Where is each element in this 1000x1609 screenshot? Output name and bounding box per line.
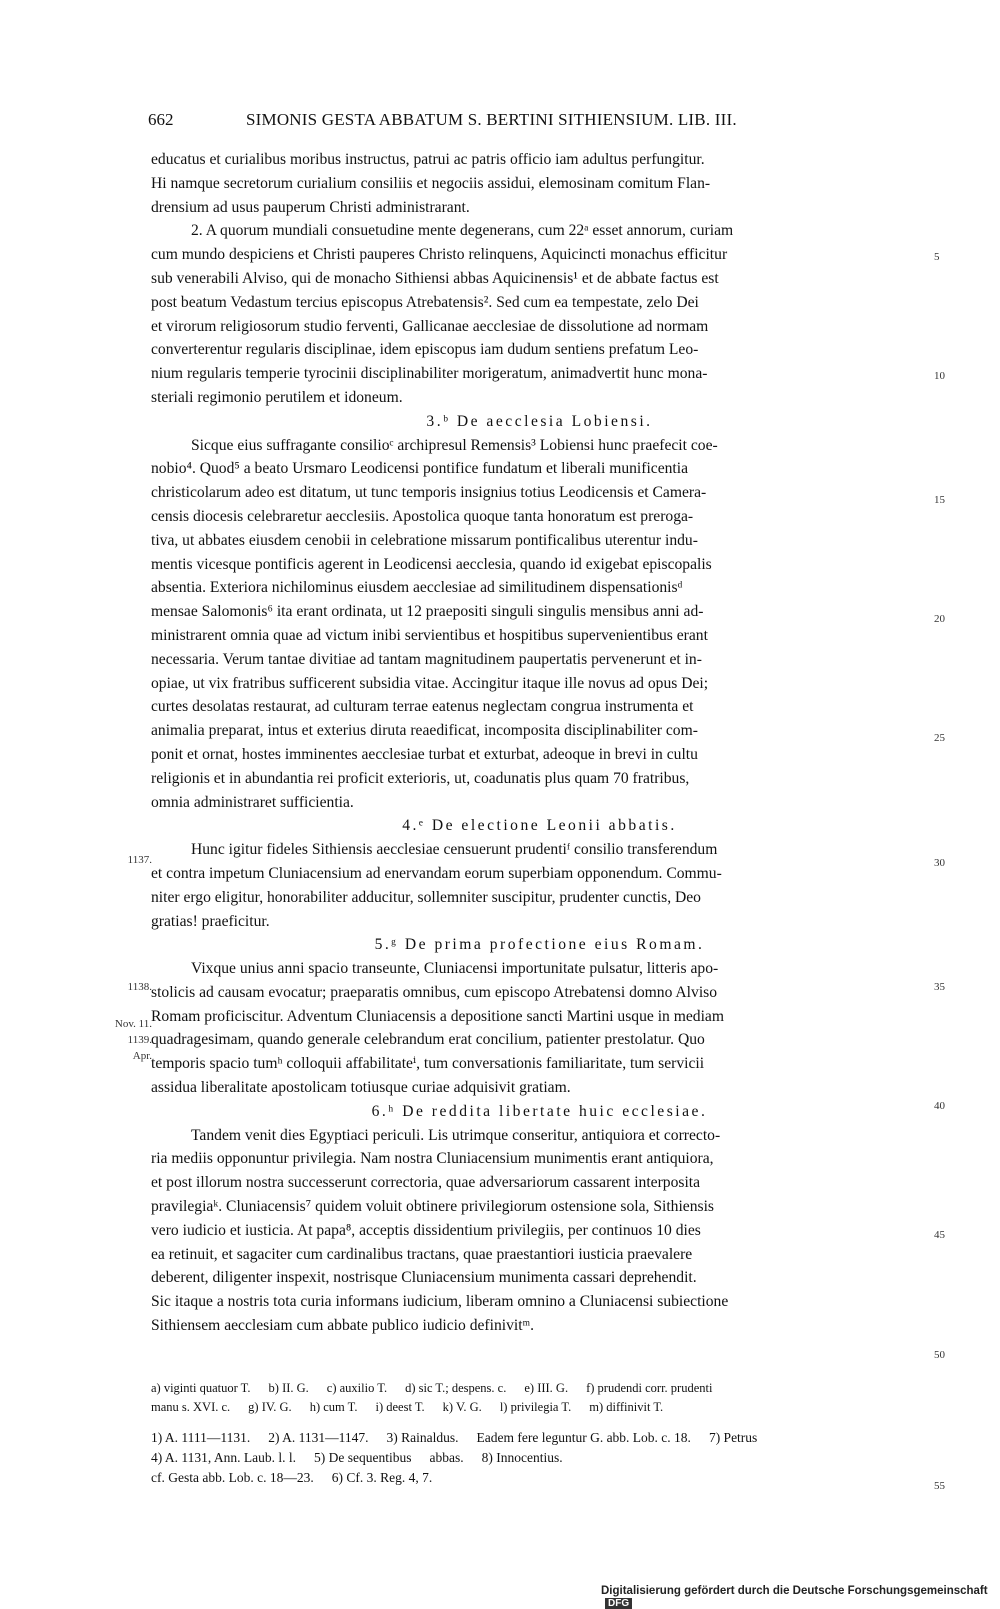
- footer-text: Digitalisierung gefördert durch die Deutsche Forschungsgemeinschaft: [601, 1585, 988, 1597]
- section-heading: 5.ᵍ De prima profectione eius Romam.: [374, 936, 705, 954]
- text-line: et contra impetum Cluniacensium ad enervandam eorum superbiam opponendum. Commu-: [151, 864, 722, 882]
- margin-date: Apr.: [132, 1050, 152, 1062]
- text-line: 2. A quorum mundiali consuetudine mente degenerans, cum 22ᵃ esset annorum, curiam: [191, 222, 734, 240]
- text-line: drensium ad usus pauperum Christi administrarant.: [151, 198, 470, 216]
- text-line: deberent, diligenter inspexit, nostrisque Cluniacensium munimenta cassari deprehendit.: [151, 1269, 697, 1287]
- margin-date: 1139.: [127, 1034, 152, 1046]
- source-note: 3) Rainaldus.: [386, 1430, 459, 1445]
- text-line: converterentur regularis disciplinae, idem episcopus iam dudum sentiens prefatum Leo-: [151, 341, 699, 359]
- text-line: Romam proficiscitur. Adventum Cluniacensis a depositione sancti Martini usque in mediam: [151, 1007, 724, 1025]
- line-number: 50: [934, 1349, 945, 1361]
- text-line: Vixque unius anni spacio transeunte, Cluniacensi importunitate pulsatur, litteris apo-: [191, 960, 719, 978]
- line-number: 40: [934, 1100, 945, 1112]
- variant-notes: [151, 1379, 928, 1417]
- text-line: niter ergo eligitur, honorabiliter adducitur, sollemniter suscipitur, prudenter cunctis, Deo: [151, 888, 701, 906]
- text-line: Sicque eius suffragante consilioᶜ archipresul Remensis³ Lobiensi hunc praefecit coe-: [191, 436, 718, 454]
- variant-note: c) auxilio T.: [326, 1381, 388, 1395]
- variant-note: l) privilegia T.: [499, 1400, 572, 1414]
- text-line: omnia administraret sufficientia.: [151, 793, 354, 811]
- text-line: Tandem venit dies Egyptiaci periculi. Lis utrimque conseritur, antiquiora et correcto-: [191, 1126, 721, 1144]
- text-line: vero iudicio et iusticia. At papa⁸, acceptis dissidentium privilegiis, per continuos 10 dies: [151, 1221, 701, 1239]
- text-line: ministrarent omnia quae ad victum inibi servientibus et hospitibus supervenientibus erant: [151, 626, 708, 644]
- text-line: religionis et in abundantia rei proficit exterioris, ut, coadunatis plus quam 70 fratribus,: [151, 769, 690, 787]
- source-note: 6) Cf. 3. Reg. 4, 7.: [331, 1470, 433, 1485]
- variant-note: f) prudendi corr. prudenti: [586, 1381, 713, 1395]
- source-note: 4) A. 1131, Ann. Laub. l. l.: [151, 1450, 296, 1465]
- text-line: et post illorum nostra successerunt correctoria, quae adversariorum cassarent interposita: [151, 1174, 701, 1192]
- source-note: 5) De sequentibus: [314, 1450, 412, 1465]
- source-note: cf. Gesta abb. Lob. c. 18—23.: [151, 1470, 314, 1485]
- text-line: nobio⁴. Quod⁵ a beato Ursmaro Leodicensi pontifice fundatum et liberali munificentia: [151, 460, 689, 478]
- text-line: Hunc igitur fideles Sithiensis aecclesiae censuerunt prudentiᶠ consilio transferendum: [191, 841, 718, 859]
- section-heading: 3.ᵇ De aecclesia Lobiensi.: [426, 412, 653, 430]
- source-note: 8) Innocentius.: [481, 1450, 563, 1465]
- text-line: christicolarum adeo est ditatum, ut tunc temporis insignius totius Leodicensis et Camera-: [151, 484, 707, 502]
- text-line: sub venerabili Alviso, qui de monacho Sithiensi abbas Aquicinensis¹ et de abbate factus est: [151, 269, 719, 287]
- line-number: 55: [934, 1480, 945, 1492]
- variant-note: e) III. G.: [524, 1381, 569, 1395]
- source-notes: [151, 1428, 928, 1488]
- text-line: stolicis ad causam evocatur; praeparatis omnibus, cum episcopo Atrebatensi domno Alviso: [151, 983, 718, 1001]
- line-number: 35: [934, 981, 945, 993]
- variant-note: g) IV. G.: [248, 1400, 292, 1414]
- variant-note: i) deest T.: [375, 1400, 425, 1414]
- section-heading: 6.ʰ De reddita libertate huic ecclesiae.: [371, 1102, 708, 1120]
- text-line: mensae Salomonis⁶ ita erant ordinata, ut 12 praepositi singuli singulis mensibus anni ad-: [151, 603, 704, 621]
- text-line: opiae, ut vix fratribus sufficerent subsidia vitae. Accingitur itaque ille novus ad opus Dei;: [151, 674, 709, 692]
- text-line: Sithiensem aecclesiam cum abbate publico iudicio definivitᵐ.: [151, 1317, 535, 1335]
- line-number: 20: [934, 613, 945, 625]
- line-number: 5: [934, 251, 940, 263]
- footer: [601, 1585, 1000, 1609]
- text-line: tiva, ut abbates eiusdem cenobii in celebratione missarum pontificalibus uterentur indu-: [151, 531, 698, 549]
- text-line: ria mediis opponuntur privilegia. Nam nostra Cluniacensium munimentis erant antiquiora,: [151, 1150, 714, 1168]
- page-number: 662: [148, 110, 174, 129]
- text-line: assidua liberalitate apostolicam totiusque curiae adquisivit gratiam.: [151, 1079, 571, 1097]
- source-note: 7) Petrus: [708, 1430, 758, 1445]
- dfg-logo: DFG: [605, 1598, 632, 1609]
- running-title: SIMONIS GESTA ABBATUM S. BERTINI SITHIENSIUM. LIB. III.: [246, 110, 737, 129]
- margin-date: Nov. 11.: [114, 1018, 152, 1030]
- text-line: et virorum religiosorum studio ferventi, Gallicanae aecclesiae de dissolutione ad normam: [151, 317, 709, 335]
- source-note: 2) A. 1131—1147.: [268, 1430, 369, 1445]
- variant-note: m) diffinivit T.: [589, 1400, 664, 1414]
- line-number: 45: [934, 1229, 945, 1241]
- text-line: nium regularis temperie tyrocinii disciplinabiliter morigeratum, animadvertit hunc mona-: [151, 365, 708, 383]
- text-line: mentis vicesque pontificis agerent in Leodicensi aecclesia, quando id exigebat episcopalis: [151, 555, 712, 573]
- text-line: Hi namque secretorum curialium consiliis et negociis assidui, elemosinam comitum Flan-: [151, 174, 711, 192]
- text-line: steriali regimonio perutilem et idoneum.: [151, 388, 403, 406]
- source-note: 1) A. 1111—1131.: [151, 1430, 251, 1445]
- variant-note: manu s. XVI. c.: [151, 1400, 231, 1414]
- source-note: abbas.: [429, 1450, 464, 1465]
- line-number: 30: [934, 857, 945, 869]
- variant-note: a) viginti quatuor T.: [151, 1381, 251, 1395]
- variant-note: b) II. G.: [268, 1381, 309, 1395]
- variant-note: h) cum T.: [309, 1400, 358, 1414]
- text-line: Sic itaque a nostris tota curia informans iudicium, liberam omnino a Cluniacensi subiectione: [151, 1293, 729, 1311]
- text-line: necessaria. Verum tantae divitiae ad tantam magnitudinem paupertatis pervenerunt et in-: [151, 650, 702, 668]
- text-line: temporis spacio tumʰ colloquii affabilitateⁱ, tum conversationis familiaritate, tum servicii: [151, 1055, 705, 1073]
- text-line: educatus et curialibus moribus instructus, patrui ac patris officio iam adultus perfungitur.: [151, 151, 705, 168]
- text-line: curtes desolatas restaurat, ad culturam terrae eatenus neglectam congrua instrumenta et: [151, 698, 694, 716]
- line-number: 10: [934, 370, 945, 382]
- main-text: [151, 148, 928, 1338]
- source-note: Eadem fere leguntur G. abb. Lob. c. 18.: [476, 1430, 691, 1445]
- margin-date: 1137.: [127, 854, 152, 866]
- text-line: ponit et ornat, hostes imminentes aecclesiae turbat et exturbat, adeoque in brevi in cultu: [151, 745, 698, 763]
- text-line: quadragesimam, quando generale celebrandum erat concilium, patienter prestolatur. Quo: [151, 1031, 705, 1049]
- line-number: 25: [934, 732, 945, 744]
- text-line: censis diocesis celebraretur aecclesiis. Apostolica quoque tanta honoratum est preroga-: [151, 507, 694, 525]
- margin-date: 1138.: [127, 981, 152, 993]
- variant-note: k) V. G.: [442, 1400, 482, 1414]
- text-line: gratias! praeficitur.: [151, 912, 270, 930]
- line-number: 15: [934, 494, 945, 506]
- section-heading: 4.ᵉ De electione Leonii abbatis.: [402, 817, 677, 835]
- text-line: pravilegiaᵏ. Cluniacensis⁷ quidem voluit obtinere privilegiorum ostensione sola, Sithiensis: [151, 1198, 714, 1216]
- text-line: cum mundo despiciens et Christi pauperes Christo relinquens, Aquicincti monachus efficitur: [151, 246, 728, 264]
- text-line: post beatum Vedastum tercius episcopus Atrebatensis². Sed cum ea tempestate, zelo Dei: [151, 293, 699, 311]
- text-line: animalia preparat, intus et exterius diruta reaedificat, incomposita disciplinabiliter com-: [151, 722, 698, 740]
- text-line: ea retinuit, et sagaciter cum cardinalibus tractans, quae praestantiori iusticia praevalere: [151, 1245, 693, 1263]
- text-line: absentia. Exteriora nichilominus eiusdem aecclesiae ad similitudinem dispensationisᵈ: [151, 579, 683, 597]
- variant-note: d) sic T.; despens. c.: [405, 1381, 507, 1395]
